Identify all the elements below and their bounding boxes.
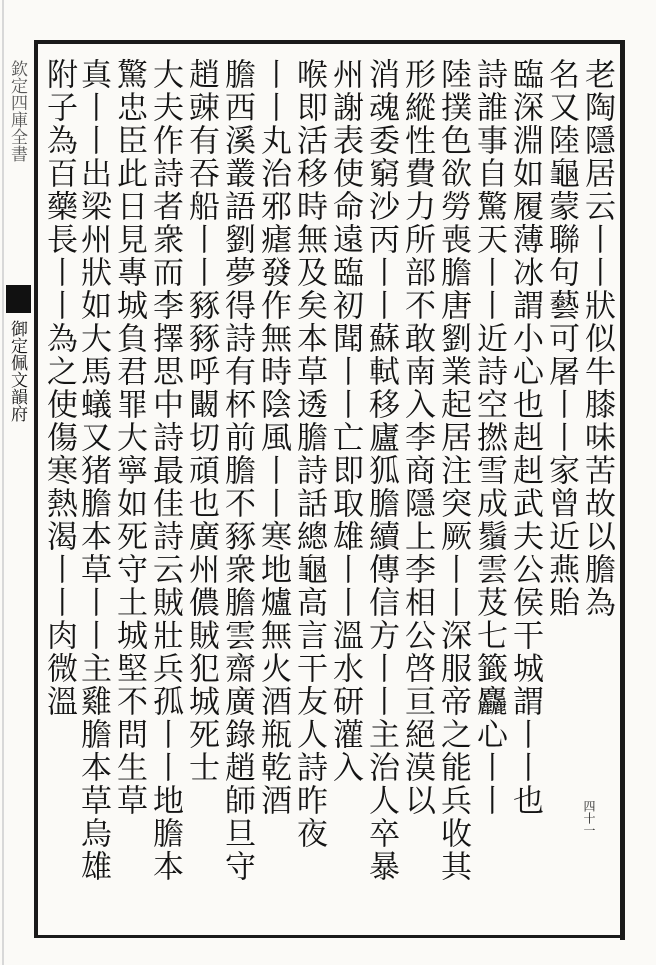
- frame-top-border: [34, 40, 624, 44]
- collection-title: 欽定四庫全書: [7, 60, 27, 162]
- fishtail-mark: [6, 285, 31, 313]
- page-number: 四十一: [582, 800, 596, 836]
- text-column: 丨丨丸治邪瘧發作無時陰風丨丨寒地爐無火酒瓶乾酒: [255, 58, 291, 817]
- frame-left-border: [34, 40, 38, 938]
- text-column: 形縱性費力所部不敢南入李商隱上李相公啓亘絕漠以: [399, 58, 435, 817]
- text-column: 趙䜹有吞船丨丨豩豩呼闞切頑也廣州儂賊犯城死士: [183, 58, 219, 784]
- frame-right-border: [620, 40, 625, 940]
- page-margin: [3, 60, 33, 940]
- text-column: 陸撲色欲勞喪膽唐劉業起居注突厥丨丨深服帝之能兵收其: [435, 58, 471, 883]
- text-column: 老陶隱居云丨丨狀似牛膝味苦故以膽為: [579, 58, 615, 619]
- text-column: 消魂委窮沙丙丨丨蘇軾移廬狐膽續傳信方丨丨主治人卒暴: [363, 58, 399, 883]
- text-column: 臨深淵如履薄冰謂小心也赳赳武夫公侯干城謂丨丨也: [507, 58, 543, 817]
- text-column: 真丨丨出梁州狀如大馬蟻又猪膽本草丨丨主雞膽本草烏雄: [75, 58, 111, 883]
- text-column: 詩誰事自驚天丨丨近詩空撚雪成鬚雲芨七籤麤心丨丨: [471, 58, 507, 817]
- text-column: 附子為百藥長丨丨為之使傷寒熱渴丨丨肉微溫: [41, 58, 77, 718]
- book-title: 御定佩文韻府: [7, 320, 27, 422]
- text-column: 驚忠臣此日見專城負君罪大寧如死守土城堅不問生草: [111, 58, 147, 817]
- frame-bottom-border: [34, 935, 624, 938]
- text-column: 名又陸龜蒙聯句藝可屠丨丨家曾近燕貽: [543, 58, 579, 619]
- text-column: 大夫作詩者衆而李擇思中詩最佳詩云賊壯兵孤丨丨地膽本: [147, 58, 183, 883]
- text-column: 膽西溪叢語劉夢得詩有杯前膽不豩衆膽雲齋廣錄趙師旦守: [219, 58, 255, 883]
- text-column: 州謝表使命遠臨初聞丨丨亡即取雄丨丨溫水研灌入: [327, 58, 363, 784]
- text-column: 喉即活移時無及矣本草透膽詩話總龜高言干友人詩昨夜: [291, 58, 327, 850]
